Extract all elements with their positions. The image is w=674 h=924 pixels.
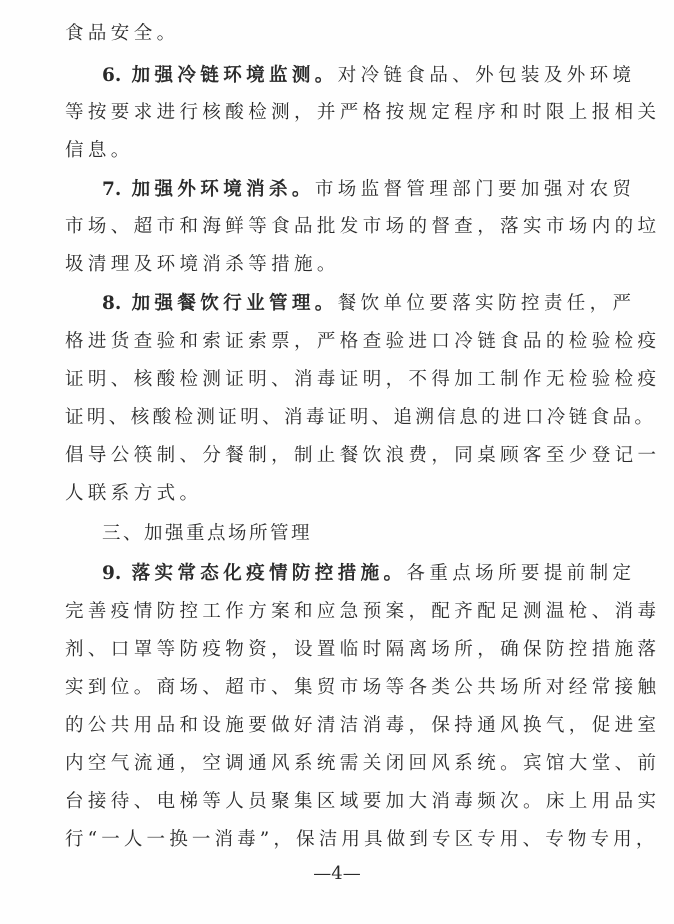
item-9-line-5: 的公共用品和设施要做好清洁消毒，保持通风换气，促进室 <box>65 715 661 736</box>
item-6-heading-line <box>102 64 635 88</box>
item-6-line-3: 信息。 <box>65 140 134 161</box>
item-9-heading-line <box>102 562 635 586</box>
item-8-title: 加强餐饮行业管理。 <box>131 293 338 314</box>
item-9-title: 落实常态化疫情防控措施。 <box>131 563 407 584</box>
item-9-line-4: 实到位。商场、超市、集贸市场等各类公共场所对经常接触 <box>65 677 661 698</box>
item-6-title: 加强冷链环境监测。 <box>131 65 338 86</box>
item-6-number: 6. <box>102 65 122 86</box>
item-8-line-6: 人联系方式。 <box>65 483 203 504</box>
item-7-line-3: 圾清理及环境消杀等措施。 <box>65 254 340 275</box>
item-9-line-7: 台接待、电梯等人员聚集区域要加大消毒频次。床上用品实 <box>65 791 661 812</box>
page-number: —4— <box>313 863 361 884</box>
item-7-title: 加强外环境消杀。 <box>131 179 315 200</box>
paragraph-line: 食品安全。 <box>65 23 180 44</box>
item-9-text: 各重点场所要提前制定 <box>406 563 636 584</box>
item-9-line-2: 完善疫情防控工作方案和应急预案，配齐配足测温枪、消毒 <box>65 601 661 622</box>
item-8-line-5: 倡导公筷制、分餐制，制止餐饮浪费，同桌顾客至少登记一 <box>65 445 661 466</box>
item-9-number: 9. <box>102 563 122 584</box>
item-8-number: 8. <box>102 293 122 314</box>
item-9-line-6: 内空气流通，空调通风系统需关闭回风系统。宾馆大堂、前 <box>65 753 661 774</box>
item-8-line-2: 格进货查验和索证索票，严格查验进口冷链食品的检验检疫 <box>65 331 661 352</box>
item-8-heading-line <box>102 292 635 316</box>
item-7-number: 7. <box>102 179 122 200</box>
item-9-line-8: 行“一人一换一消毒”，保洁用具做到专区专用、专物专用， <box>65 829 659 850</box>
item-7-line-2: 市场、超市和海鲜等食品批发市场的督查，落实市场内的垃 <box>65 216 661 237</box>
item-8-line-3: 证明、核酸检测证明、消毒证明，不得加工制作无检验检疫 <box>65 369 661 390</box>
item-8-text: 餐饮单位要落实防控责任，严 <box>337 293 636 314</box>
item-7-heading-line <box>102 178 635 202</box>
item-7-text: 市场监督管理部门要加强对农贸 <box>314 179 636 200</box>
item-9-line-3: 剂、口罩等防疫物资，设置临时隔离场所，确保防控措施落 <box>65 639 661 660</box>
item-6-text: 对冷链食品、外包装及外环境 <box>337 65 636 86</box>
item-6-line-2: 等按要求进行核酸检测，并严格按规定程序和时限上报相关 <box>65 102 661 123</box>
item-8-line-4: 证明、核酸检测证明、消毒证明、追溯信息的进口冷链食品。 <box>65 407 657 428</box>
section-heading: 三、加强重点场所管理 <box>102 523 313 544</box>
